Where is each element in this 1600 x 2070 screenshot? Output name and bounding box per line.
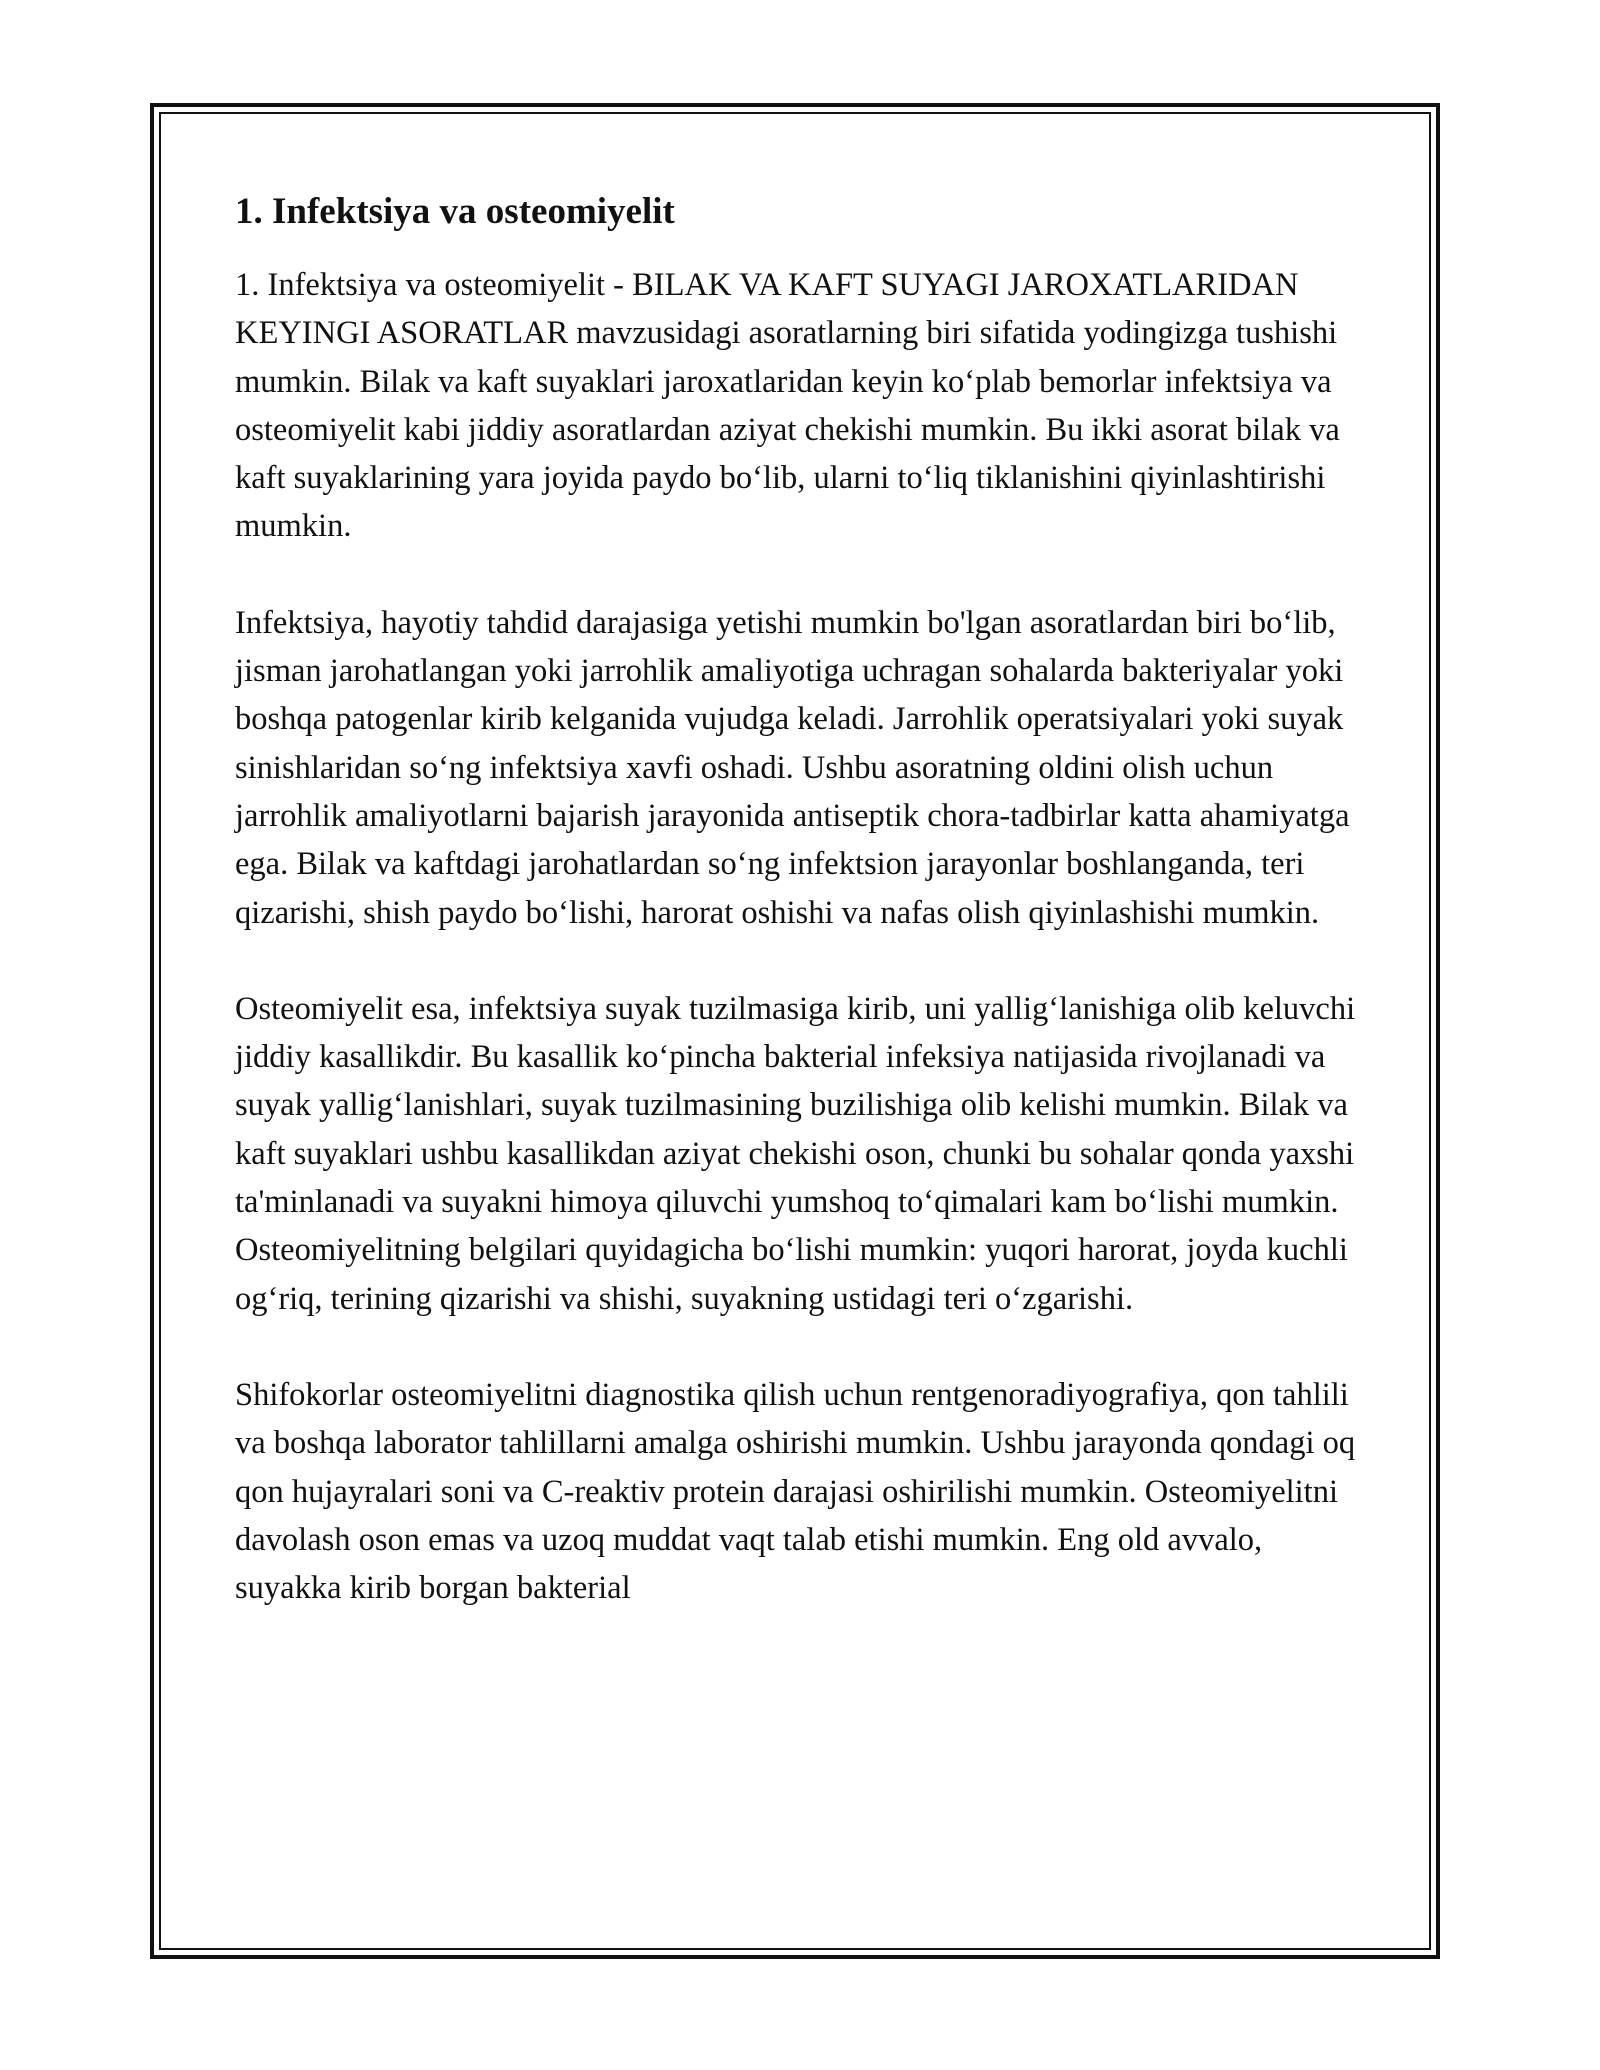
section-heading: 1. Infektsiya va osteomiyelit: [235, 191, 675, 232]
paragraph-osteomyelitis: Osteomiyelit esa, infektsiya suyak tuzilmasiga kirib, uni yallig‘lanishiga olib keluvchi jiddiy kasallikdir. Bu kasallik ko‘pincha bakterial infeksiya natijasida rivojlanadi va suyak yallig‘lanishlari, suyak tuzilmasining buzilishiga olib kelishi mumkin. Bilak va kaft suyaklari ushbu kasallikdan aziyat chekishi oson, chunki bu sohalar qonda yaxshi ta'minlanadi va suyakni himoya qiluvchi yumshoq to‘qimalari kam bo‘lishi mumkin. Osteomiyelitning belgilari quyidagicha bo‘lishi mumkin: yuqori harorat, joyda kuchli og‘riq, terining qizarishi va shishi, suyakning ustidagi teri o‘zgarishi.: [235, 990, 1356, 1317]
paragraph-intro: 1. Infektsiya va osteomiyelit - BILAK VA KAFT SUYAGI JAROXATLARIDAN KEYINGI ASORATLAR mavzusidagi asoratlarning biri sifatida yodingizga tushishi mumkin. Bilak va kaft suyaklari jaroxatlaridan keyin ko‘plab bemorlar infektsiya va osteomiyelit kabi jiddiy asoratlardan aziyat chekishi mumkin. Bu ikki asorat bilak va kaft suyaklarining yara joyida paydo bo‘lib, ularni to‘liq tiklanishini qiyinlashtirishi mumkin.: [235, 267, 1340, 545]
document-body: [235, 185, 1370, 1660]
paragraph-infection: Infektsiya, hayotiy tahdid darajasiga yetishi mumkin bo'lgan asoratlardan biri bo‘lib, jisman jarohatlangan yoki jarrohlik amaliyotiga uchragan sohalarda bakteriyalar yoki boshqa patogenlar kirib kelganida vujudga keladi. Jarrohlik operatsiyalari yoki suyak sinishlaridan so‘ng infektsiya xavfi oshadi. Ushbu asoratning oldini olish uchun jarrohlik amaliyotlarni bajarish jarayonida antiseptik chora-tadbirlar katta ahamiyatga ega. Bilak va kaftdagi jarohatlardan so‘ng infektsion jarayonlar boshlanganda, teri qizarishi, shish paydo bo‘lishi, harorat oshishi va nafas olish qiyinlashishi mumkin.: [235, 604, 1350, 931]
paragraph-diagnostics: Shifokorlar osteomiyelitni diagnostika qilish uchun rentgenoradiyografiya, qon tahlili va boshqa laborator tahlillarni amalga oshirishi mumkin. Ushbu jarayonda qondagi oq qon hujayralari soni va C-reaktiv protein darajasi oshirilishi mumkin. Osteomiyelitni davolash oson emas va uzoq muddat vaqt talab etishi mumkin. Eng old avvalo, suyakka kirib borgan bakterial: [235, 1376, 1356, 1607]
